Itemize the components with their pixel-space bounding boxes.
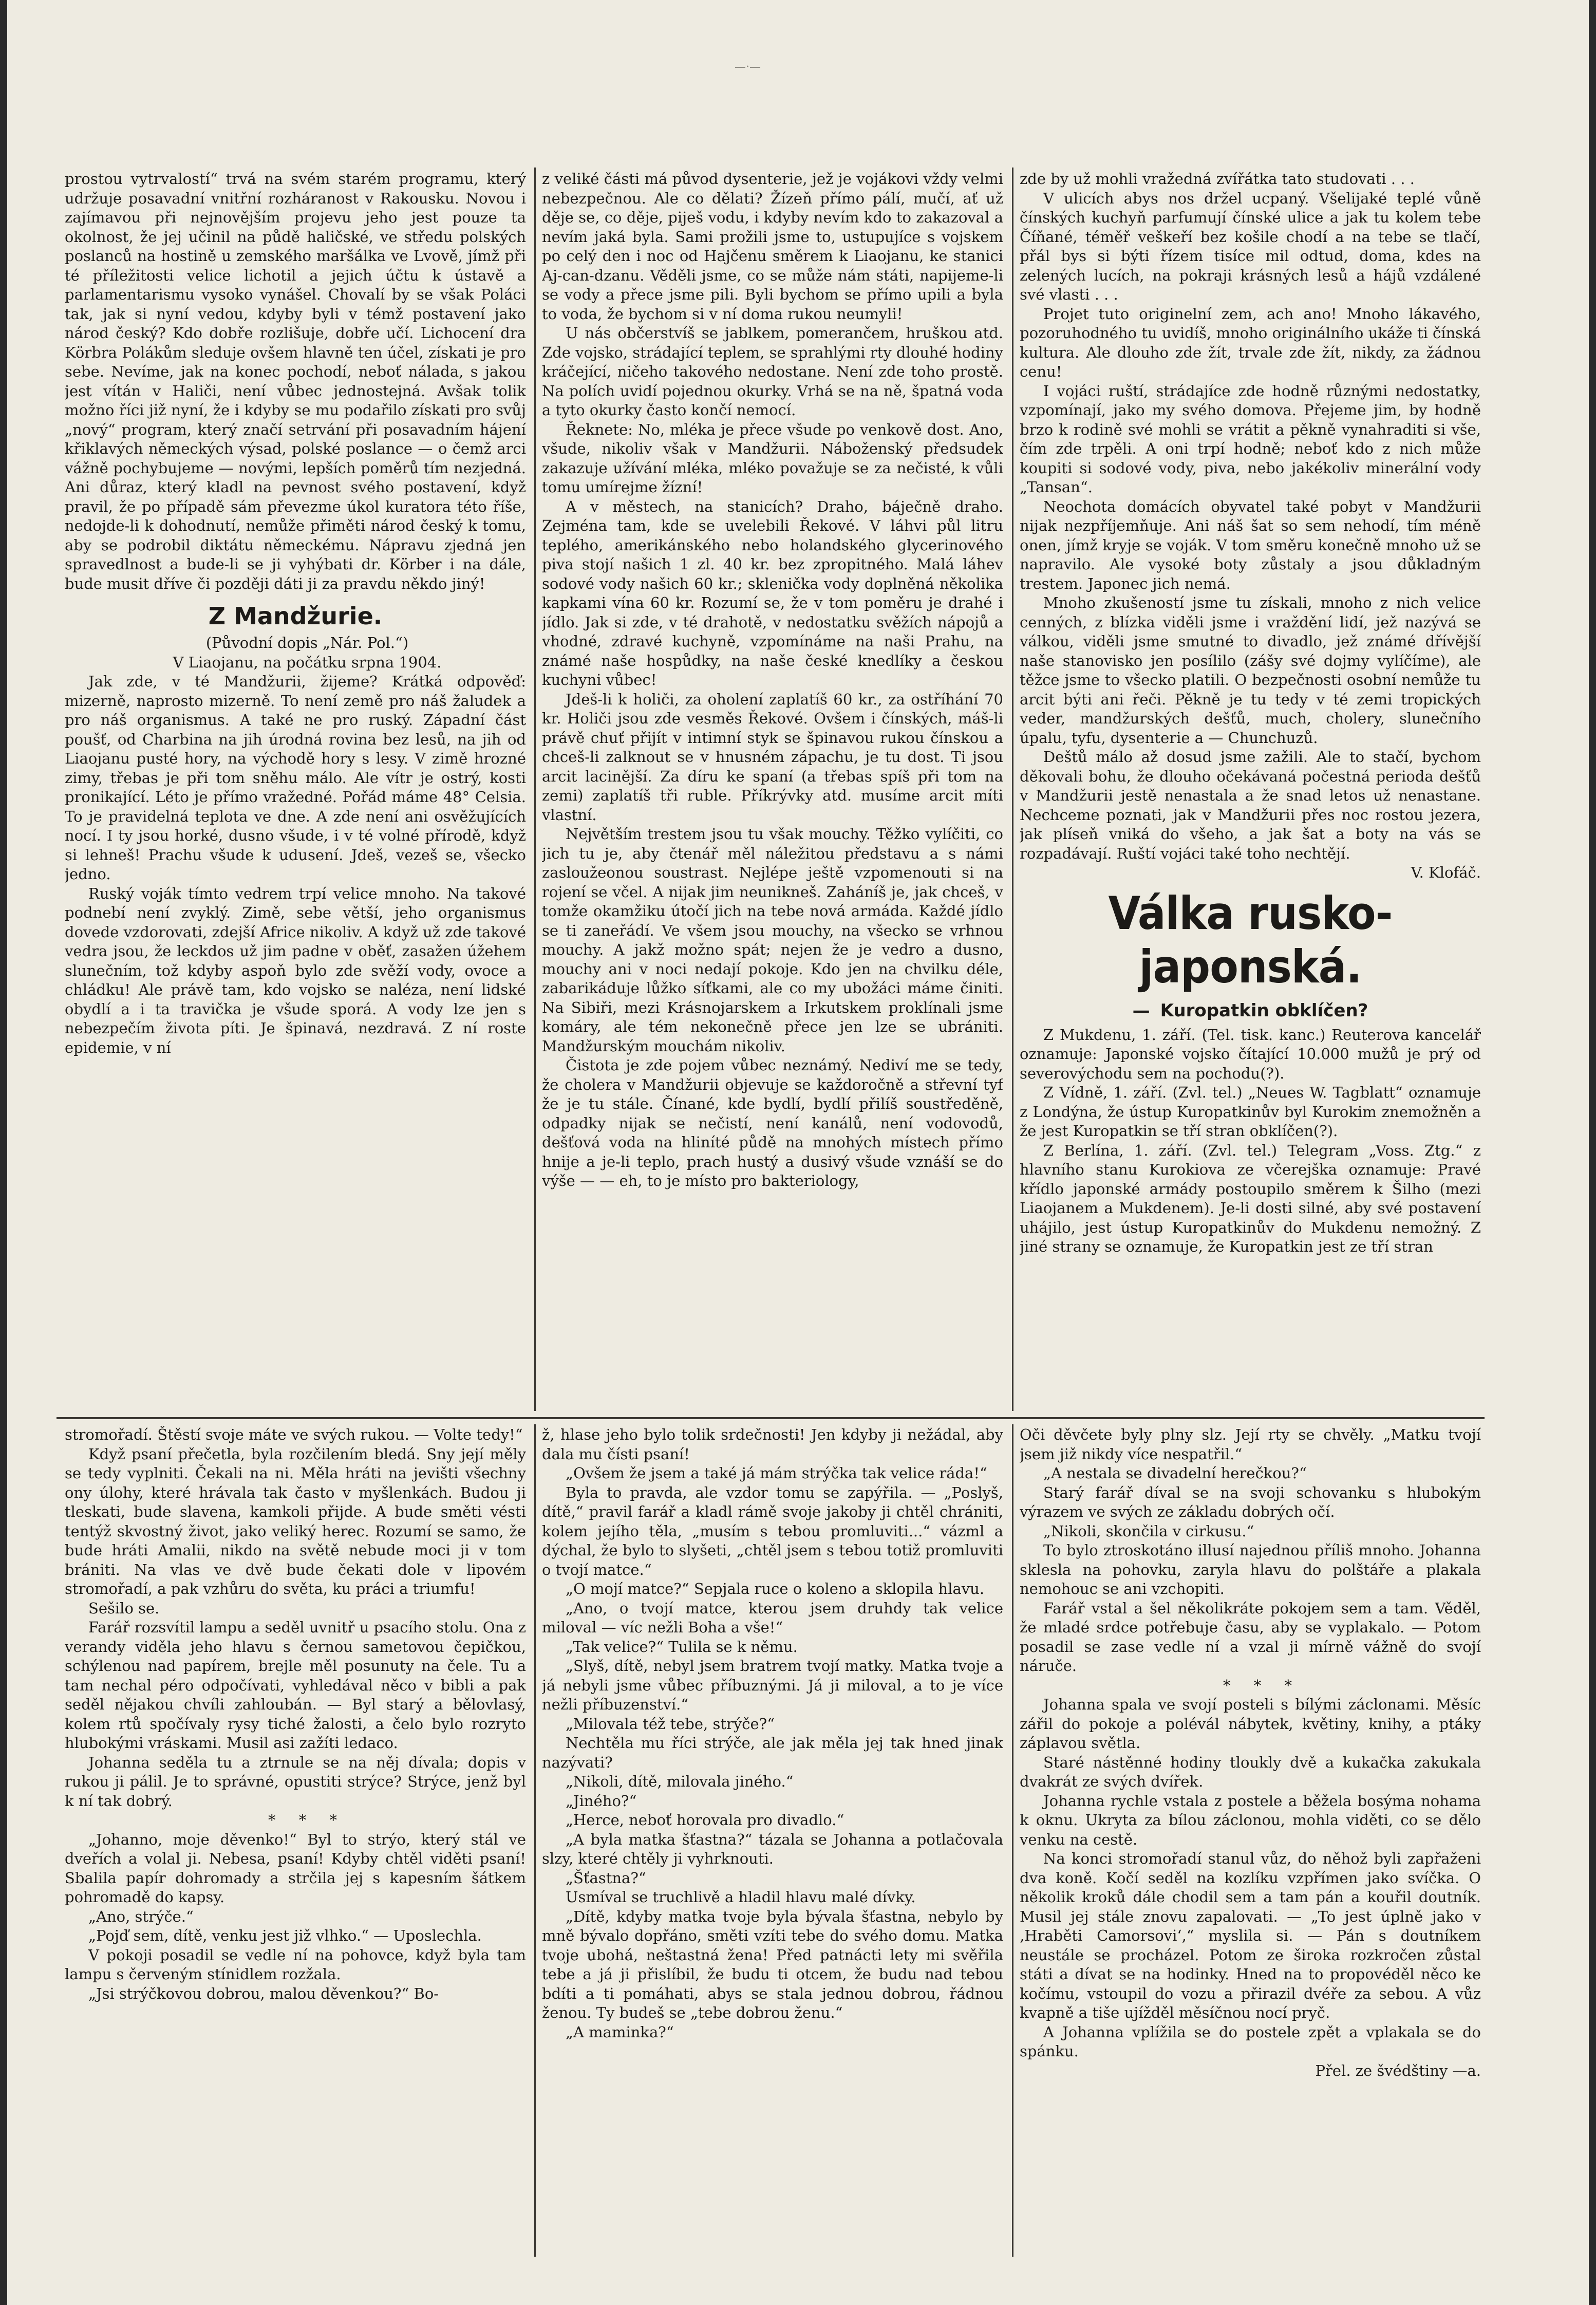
story-paragraph: „Jiného?“ [566, 1792, 637, 1810]
article-paragraph: Řeknete: No, mléka je přece všude po venkově dost. Ano, všude, nikoliv však v Mandžurii. Náboženský předsudek zakazuje užívání mléka, mléko považuje se za nečisté, k vůli tomu umírejme žízní! [542, 420, 1003, 496]
feuilleton-column-2 [542, 1425, 1003, 2258]
story-paragraph: V pokoji posadil se vedle ní na pohovce, když byla tam lampu s červeným stínidlem rozžala. [65, 1946, 526, 1983]
story-paragraph: stromořadí. Štěstí svoje máte ve svých rukou. — Volte tedy!“ [65, 1426, 523, 1443]
article-dateline: V Liaojanu, na počátku srpna 1904. [173, 653, 442, 671]
section-break: * * * [268, 1811, 346, 1829]
story-paragraph: „Ano, strýče.“ [88, 1907, 194, 1925]
story-paragraph: Usmíval se truchlivě a hladil hlavu malé dívky. [566, 1888, 916, 1906]
top-mark: —·— [735, 61, 761, 73]
story-paragraph: Farář vstal a šel několikráte pokojem sem a tam. Věděl, že mladé srdce potřebuje času, aby se vyplakalo. — Potom posadil se zase vedle ní a vzal ji mírně vážně do svojí náruče. [1020, 1599, 1481, 1675]
story-paragraph: „Šťastna?“ [566, 1869, 646, 1887]
story-paragraph: „A byla matka šťastna?“ tázala se Johanna a potlačovala slzy, které chtěly ji vyhrknouti. [542, 1830, 1003, 1867]
story-paragraph: A Johanna vplížila se do postele zpět a vplakala se do spánku. [1020, 2023, 1481, 2060]
war-subheading: — Kuropatkin obklíčen? [1132, 1000, 1368, 1021]
article-paragraph: Projet tuto originelní zem, ach ano! Mnoho lákavého, pozoruhodného tu uvidíš, mnoho originálního ukáže ti čínská kultura. Ale dlouho zde žít, trvale zde žít, nikdy, za žádnou cenu! [1020, 305, 1481, 380]
article-paragraph: Největším trestem jsou tu však mouchy. Těžko vylíčiti, co jich tu je, aby čtenář měl náležitou představu a s námi zasloužeonou soustrast. Nejlépe ještě vzpomenouti si na rojení se včel. A nijak jim neunikneš. Zaháníš je, jak chceš, v tomže okamžiku útočí jich na tebe nová armáda. Každé jídlo se ti zaneřádí. Ve všem jsou mouchy, na všecko se vrhnou mouchy. A jakž možno spát; nejen že je vedro a dusno, mouchy ani v noci nedají pokoje. Kdo jen na chvilku déle, zabarikáduje lůžko síťkami, ale co my ubožáci máme činiti. Na Sibiři, mezi Krásnojarskem a Irkutskem proklínali jsme komáry, ale tém nekonečně přece jen lze se ubrániti. Mandžurským mouchám nikoliv. [542, 825, 1003, 1055]
politics-paragraph: prostou vytrvalostí“ trvá na svém starém programu, který udržuje posavadní vnitřní rozháranost v Rakousku. Novou i zajímavou při nejnovějším projevu jeho jest pouze ta okolnost, že jej učinil na půdě haličské, ve středu polských poslanců na hostině u zemského maršálka ve Lvově, jímž při té příležitosti velice lichotil a jejich účtu k ústavě a parlamentarismu vysoko vynášel. Chovalí by se však Poláci tak, jak si nyní vedou, kdyby byli v témž postavení jako národ český? Kdo dobře rozlišuje, dobře učí. Lichocení dra Körbra Polákům sleduje ovšem hlavně ten účel, získati je pro sebe. Nevíme, jak na konec pochodí, neboť nálada, s jakou jest vítán v Haliči, není vůbec jednostejná. Avšak tolik možno říci již nyní, že i kdyby se mu podařilo získati pro svůj „nový“ program, který značí setrvání při posavadním hájení křiklavých německých výsad, polské poslance — o čemž arci vážně pochybujeme — novými, lepších poměrů tím nezjedná. Ani důraz, který kladl na pevnost svého postavení, když pravil, že po případě sám převezme úkol kuratora této říše, nedojde-li k dohodnutí, nemůže přiměti národ český k tomu, aby se podrobil diktátu německému. Nápravu zjedná jen spravedlnost a bude-li se ji vyhýbati dr. Körber i na dále, bude musit dříve či později dáti ji za pravdu někdo jiný! [65, 170, 526, 592]
column-rule [534, 168, 536, 1411]
story-paragraph: „Pojď sem, dítě, venku jest již vlhko.“ — Uposlechla. [88, 1927, 482, 1944]
story-paragraph: „Milovala též tebe, strýče?“ [566, 1715, 775, 1733]
story-paragraph: „Nikoli, dítě, milovala jiného.“ [566, 1773, 794, 1790]
story-paragraph: „Johanno, moje děvenko!“ Byl to strýo, který stál ve dveřích a volal ji. Nebesa, psaní! Kdyby chtěl viděti psaní! Sbalila papír dohromady a strčila jej s kapesním šátkem pohromadě do kapsy. [65, 1830, 526, 1906]
column-3 [1020, 170, 1481, 1408]
story-paragraph: „Dítě, kdyby matka tvoje byla bývala šťastna, nebylo by mně bývalo dopřáno, směti vzíti tebe do svého domu. Matka tvoje ubohá, neštastná žena! Před patnácti lety mi svěřila tebe a já ji přislíbil, že budu ti otcem, že budu nad tebou bdíti a ti pomáhati, abys se stala jednou dobrou, řádnou ženou. Ty budeš se „tebe dobrou ženu.“ [542, 1907, 1003, 2021]
news-item: Z Vídně, 1. září. (Zvl. tel.) „Neues W. Tagblatt“ oznamuje z Londýna, že ústup Kuropatkinův byl Kurokim znemožněn a že jest Kuropatkin se tří stran obklíčen(?). [1020, 1084, 1481, 1140]
story-paragraph: Když psaní přečetla, byla rozčilením bledá. Sny její měly se tedy vyplniti. Čekali na ni. Měla hráti na jevišti všechny ony úlohy, které hrávala tak často v myšlenkách. Budou ji tleskati, bude slavena, kamkoli přijde. A bude směti vésti tentýž skvostný život, jako veliký herec. Rozumí se samo, že bude hráti Amalii, nikdo na světě nebude moci ji v tom brániti. Na vlas ve dvě bude čekati dole v lipovém stromořadí, a pak vzhůru do světa, ku práci a triumfu! [65, 1445, 526, 1597]
story-paragraph: „Jsi strýčkovou dobrou, malou děvenkou?“ Bo- [88, 1984, 439, 2002]
story-paragraph: „Tak velice?“ Tulila se k němu. [566, 1638, 798, 1656]
story-paragraph: Sešilo se. [88, 1599, 160, 1617]
news-item: Z Mukdenu, 1. září. (Tel. tisk. kanc.) Reuterova kancelář oznamuje: Japonské vojsko čítající 10.000 mužů je prý od severovýchodu sem na pochodu(?). [1020, 1026, 1481, 1082]
article-paragraph: Deštů málo až dosud jsme zažili. Ale to stačí, bychom děkovali bohu, že dlouho očekávaná počestná perioda dešťů v Mandžurii jestě nenastala a že snad letos už nenastane. Nechceme poznati, jak v Mandžurii přes noc rostou jezera, jak plíseň vniká do všeho, a jak šat a boty na vás se rozpadávají. Ruští vojáci také toho nechtějí. [1020, 748, 1481, 862]
story-paragraph: Na konci stromořadí stanul vůz, do něhož byli zapřaženi dva koně. Kočí seděl na kozlíku vzpřímen jako svíčka. O několik kroků dále chodil sem a tam pán a kouřil doutník. Musil jej stále znovu zapalovati. — „To jest úplně jako v ‚Hraběti Camorsovi‘,“ myslila si. — Pán s doutníkem neustále se procházel. Potom ze široka rozkročen zůstal státi a dívat se na hodinky. Hned na to propovéděl něco ke kočímu, vstoupil do vozu a přirazil dvéře za sebou. A vůz kvapně a tiše ujížděl měsíčnou nocí pryč. [1020, 1850, 1481, 2021]
story-paragraph: „Herce, neboť horovala pro divadlo.“ [566, 1811, 844, 1829]
story-paragraph: „A maminka?“ [566, 2023, 674, 2041]
scan-edge-left [0, 0, 7, 2305]
column-rule [534, 1424, 536, 2257]
article-paragraph: z veliké části má původ dysenterie, jež je vojákovi vždy velmi nebezpečnou. Ale co dělati? Žízeň přímo pálí, mučí, ať už děje se, co děje, piješ vodu, i kdyby nevím kdo to zakazoval a nevím jaká byla. Sami prožili jsme to, ustupujíce s vojskem po celý den i noc od Hajčenu směrem k Liaojanu, ke stanici Aj-can-dzanu. Věděli jsme, co se může nám státi, napijeme-li se vody a přece jsme pili. Byli bychom se přímo upili a byla to voda, že bychom si v ní doma rukou neumyli! [542, 170, 1003, 323]
story-paragraph: Byla to pravda, ale vzdor tomu se zapýřila. — „Poslyš, dítě,“ pravil farář a kladl rámě svoje jakoby ji chtěl chrániti, kolem jejího těla, „musím s tebou promluviti...“ vázml a dýchal, že bylo to slyšeti, „chtěl jsem s tebou totiž promluviti o tvojí matce.“ [542, 1483, 1003, 1578]
feuilleton-column-3 [1020, 1425, 1481, 2258]
article-paragraph: Neochota domácích obyvatel také pobyt v Mandžurii nijak nezpříjemňuje. Ani náš šat so sem nehodí, tím méně onen, jímž kryje se voják. V tom směru konečně mnoho už se napravilo. Ale vysoké boty zůstaly a jsou důkladným trestem. Japonec jich nemá. [1020, 497, 1481, 592]
article-paragraph: Jdeš-li k holiči, za oholení zaplatíš 60 kr., za ostříhání 70 kr. Holiči jsou zde vesměs Řekové. Ovšem i čínských, máš-li právě chuť přijít v intimní styk se špinavou rukou čínskou a chceš-li zalknout se v hnusném zápachu, je tu dost. Ti jsou arcit lacinější. Za díru ke spaní (a třebas spíš při tom na zemi) zaplatíš tři ruble. Příkrývky atd. musíme arcit míti vlastní. [542, 690, 1003, 824]
story-paragraph: „Ano, o tvojí matce, kterou jsem druhdy tak velice miloval — víc nežli Boha a vše!“ [542, 1599, 1003, 1636]
news-item: Z Berlína, 1. září. (Zvl. tel.) Telegram „Voss. Ztg.“ z hlavního stanu Kurokiova ze včerejška oznamuje: Pravé křídlo japonské armády postoupilo směrem k Šilho (mezi Liaojanem a Mukdenem). Je-li dosti silné, aby své postavení uhájilo, jest ústup Kuropatkinův do Mukdenu nemožný. Z jiné strany se oznamuje, že Kuropatkin jest ze tří stran [1020, 1141, 1481, 1255]
article-signature: V. Klofáč. [1411, 864, 1481, 881]
story-paragraph: ž, hlase jeho bylo tolik srdečnosti! Jen kdyby ji nežádal, aby dala mu čísti psaní! [542, 1426, 1003, 1463]
story-paragraph: Farář rozsvítil lampu a seděl uvnitř u psacího stolu. Ona z verandy viděla jeho hlavu s černou sametovou čepičkou, schýlenou nad papírem, brejle měl posunuty na čele. Tu a tam nechal péro odpočívati, vyhledával něco v bibli a pak seděl nějakou chvíli zahloubán. — Byl starý a bělovlasý, kolem rtů spočívaly rysy tiché žalosti, a čelo bylo rozryto hlubokými vráskami. Musil asi zažíti ledaco. [65, 1619, 526, 1752]
article-paragraph: I vojáci ruští, strádajíce zde hodně různými nedostatky, vzpomínají, jako my svého domova. Přejeme jim, by hodně brzo k rodině své mohli se vrátit a pěkně vynahraditi si vše, čím zde trpěli. A oni trpí hodně; neboť kdo z nich může koupiti si sodové vody, piva, nebo jakékoliv minerální vody „Tansan“. [1020, 382, 1481, 496]
article-source: (Původní dopis „Nár. Pol.“) [205, 634, 409, 652]
story-paragraph: „O mojí matce?“ Sepjala ruce o koleno a sklopila hlavu. [566, 1580, 985, 1597]
article-paragraph: A v městech, na stanicích? Draho, báječně draho. Zejména tam, kde se uvelebili Řekové. V láhvi půl litru teplého, amerikánského nebo holandského glycerinového piva stojí našich 1 zl. 40 kr. bez zpropitného. Malá láhev sodové vody našich 60 kr.; sklenička vody doplněná několika kapkami vína 60 kr. Rozumí se, že v tom poměru je drahé i jídlo. Jak si zde, v té drahotě, v nedostatku svěžích nápojů a vhodné, zdravé kuchyně, vzpomínáme na naši Prahu, na známé naše hospůdky, na naše české knedlíky a českou kuchyni vůbec! [542, 497, 1003, 689]
story-paragraph: „Ovšem že jsem a také já mám strýčka tak velice ráda!“ [566, 1464, 987, 1482]
story-paragraph: Starý farář díval se na svoji schovanku s hlubokým výrazem ve svých ze základu dobrých očí. [1020, 1483, 1481, 1520]
article-heading-manchuria: Z Mandžurie. [208, 602, 383, 630]
story-paragraph: „Nikoli, skončila v cirkusu.“ [1043, 1522, 1254, 1540]
war-section-title: Válka rusko-japonská. [1108, 886, 1393, 993]
column-1 [65, 170, 526, 1408]
article-paragraph: zde by už mohli vražedná zvířátka tato studovati . . . [1020, 170, 1415, 188]
story-paragraph: Johanna rychle vstala z postele a běžela bosýma nohama k oknu. Ukryta za bílou záclonou, mohla viděti, co se dělo venku na cestě. [1020, 1792, 1481, 1848]
story-paragraph: Oči děvčete byly plny slz. Její rty se chvěly. „Matku tvojí jsem již nikdy více nespatřil.“ [1020, 1426, 1481, 1463]
story-paragraph: „Slyš, dítě, nebyl jsem bratrem tvojí matky. Matka tvoje a já nebyli jsme vůbec příbuznými. Já ji miloval, a to je více nežli příbuzenství.“ [542, 1657, 1003, 1713]
article-paragraph: Jak zde, v té Mandžurii, žijeme? Krátká odpověď: mizerně, naprosto mizerně. To není země pro náš žaludek a pro náš organismus. A také ne pro ruský. Západní část poušť, od Charbina na jih úrodná rovina bez lesů, na jih od Liaojanu pusté hory, na východě hory s lesy. V zimě hrozné zimy, třebas je při tom sněhu málo. Ale vítr je ostrý, kosti pronikající. Léto je přímo vražedné. Pořád máme 48° Celsia. To je pravidelná teplota ve dne. A zde není ani osvěžujících nocí. I ty jsou horké, dusno všude, i v té volné přírodě, když si lehneš! Prachu všude k udusení. Jdeš, vezeš se, všecko jedno. [65, 673, 526, 883]
article-paragraph: U nás občerstvíš se jablkem, pomerančem, hruškou atd. Zde vojsko, strádající teplem, se sprahlými rty dlouhé hodiny kráčející, ničeho takového nedostane. Není zde toho prostě. Na polích uvidí pojednou okurky. Vrhá se na ně, špatná voda a tyto okurky často končí nemocí. [542, 324, 1003, 419]
story-paragraph: Staré nástěnné hodiny tloukly dvě a kukačka zakukala dvakrát ze svých dvířek. [1020, 1753, 1481, 1790]
article-paragraph: Ruský voják tímto vedrem trpí velice mnoho. Na takové podnebí není zvyklý. Zimě, sebe větší, jeho organismus dovede vzdorovati, zdejší Africe nikoliv. A když už zde takové vedra jsou, že leckdos už jim padne v oběť, zasažen úžehem slunečním, tož kdyby aspoň bylo zde svěží vody, ovoce a chládku! Ale právě tam, kdo vojsko se naléza, není lidské obydlí a i ta travička je všude sporá. A vody lze jen s nebezpečím života píti. Je špinavá, nezdravá. Z ní roste epidemie, v ní [65, 884, 526, 1056]
feuilleton-column-1 [65, 1425, 526, 2258]
feuilleton-rule [57, 1417, 1485, 1419]
scan-edge-right [1589, 0, 1596, 2305]
column-2 [542, 170, 1003, 1408]
story-paragraph: Johanna spala ve svojí posteli s bílými záclonami. Měsíc zářil do pokoje a polévál nábytek, květiny, knihy, a ptáky záplavou světla. [1020, 1696, 1481, 1752]
section-break: * * * [1223, 1676, 1301, 1694]
story-paragraph: „A nestala se divadelní herečkou?“ [1043, 1464, 1307, 1482]
article-paragraph: Čistota je zde pojem vůbec neznámý. Nediví me se tedy, že cholera v Mandžurii objevuje se každoročně a střevní tyf že je tu stále. Čínané, kde bydlí, bydlí přilíš soustředěně, odpadky nijak se nečistí, není kanálů, není vodovodů, dešťová voda na hliníté půdě na mnohých místech přímo hnije a je-li teplo, prach hustý a dusivý všude vznáší se do výše — — eh, to je místo pro bakteriology, [542, 1056, 1003, 1189]
column-rule [1012, 168, 1013, 1411]
column-rule [1012, 1424, 1013, 2257]
article-paragraph: Mnoho zkušeností jsme tu získali, mnoho z nich velice cenných, z blízka viděli jsme i vraždění lidí, jež nazývá se válkou, viděli jsme smutné to divadlo, jež známé dřívější naše stanovisko jen posílilo (zášy své dojmy vylíčíme), ale těžce jsme to všecko platili. O bezpečnosti osobní nemůže tu arcit býti ani řeči. Pěkně je tu tedy v té zemi tropických veder, mandžurských dešťů, much, cholery, slunečního úpalu, tyfu, dysenterie a — Chunchuzů. [1020, 594, 1481, 747]
story-paragraph: Johanna seděla tu a ztrnule se na něj dívala; dopis v rukou ji pálil. Je to správné, opustiti strýce? Strýce, jenž byl k ní tak dobrý. [65, 1753, 526, 1810]
translator-signature: Přel. ze švédštiny —a. [1315, 2061, 1481, 2079]
article-paragraph: V ulicích abys nos držel ucpaný. Všelijaké teplé vůně čínských kuchyň parfumují čínské ulice a jak tu kolem tebe Číňané, téměř veškeří bez košile chodí a na tebe se tlačí, přál bys si býti řízem tisíce mil odtud, doma, kdes na zelených lucích, na pokraji krásných lesů a hájů vzdálené své vlasti . . . [1020, 189, 1481, 303]
story-paragraph: Nechtěla mu říci strýče, ale jak měla jej tak hned jinak nazývati? [542, 1734, 1003, 1771]
story-paragraph: To bylo ztroskotáno illusí najednou příliš mnoho. Johanna sklesla na pohovku, zaryla hlavu do polštáře a plakala nemohouc se ani vzchopiti. [1020, 1541, 1481, 1597]
